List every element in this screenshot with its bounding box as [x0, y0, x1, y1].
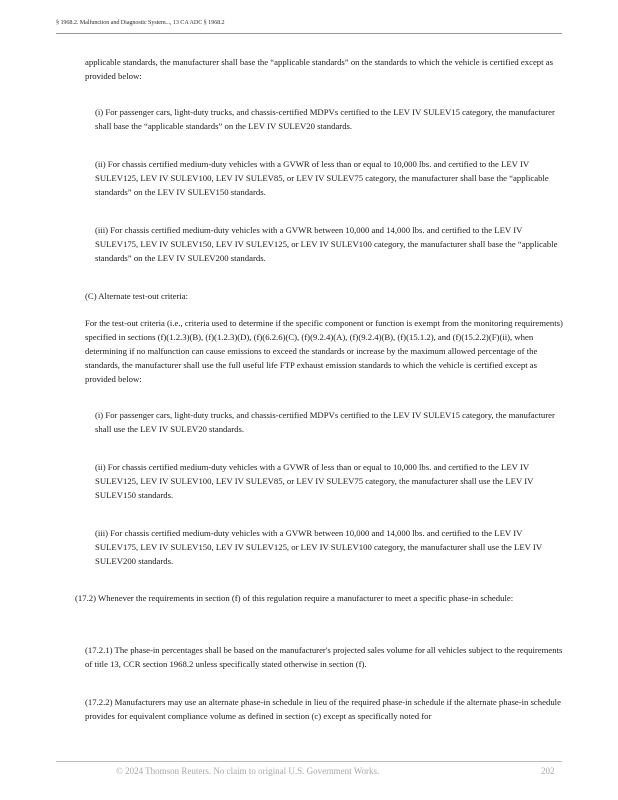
- paragraph-section-17-2-2: (17.2.2) Manufacturers may use an alternate phase-in schedule in lieu of the required phase-in schedule if the alternate phase-in schedule provides for equivalent compliance volume as defined in section (c) except as specifically noted for: [85, 697, 561, 721]
- paragraph-item-ii-medium-duty-test-out: (ii) For chassis certified medium-duty vehicles with a GVWR of less than or equal to 10,000 lbs. and certified to the LEV IV SULEV125, LEV IV SULEV100, LEV IV SULEV85, or LEV IV SULEV75 category, the manufacturer shall use the LEV IV SULEV150 standards.: [95, 462, 534, 500]
- paragraph-section-17-2: (17.2) Whenever the requirements in section (f) of this regulation require a manufacturer to meet a specific phase-in schedule:: [75, 593, 514, 603]
- copyright-notice: © 2024 Thomson Reuters. No claim to original U.S. Government Works.: [116, 766, 380, 776]
- paragraph-applicable-standards: applicable standards, the manufacturer shall base the “applicable standards” on the standards to which the vehicle is certified except as provided below:: [85, 57, 553, 81]
- paragraph-item-ii-medium-duty: (ii) For chassis certified medium-duty vehicles with a GVWR of less than or equal to 10,000 lbs. and certified to the LEV IV SULEV125, LEV IV SULEV100, LEV IV SULEV85, or LEV IV SULEV75 category, the manufacturer shall base the “applicable standards” on the LEV IV SULEV150 standards.: [95, 159, 549, 197]
- paragraph-item-iii-medium-duty-test-out: (iii) For chassis certified medium-duty vehicles with a GVWR between 10,000 and 14,000 lbs. and certified to the LEV IV SULEV175, LEV IV SULEV150, LEV IV SULEV125, or LEV IV SULEV100 category, the manufacturer shall use the LEV IV SULEV200 standards.: [95, 528, 542, 566]
- paragraph-test-out-criteria: For the test-out criteria (i.e., criteria used to determine if the specific component or function is exempt from the monitoring requirements) specified in sections (f)(1.2.3)(B), (f)(1.2.3)(D), (f)(6.2.6)(C), (f)(9.2.4)(A), (f)(9.2.4)(B), (f)(15.1.2), and (f)(15.2.2)(F)(ii), when determining if no malfunction can cause emissions to exceed the standards or increase by the maximum allowed percentage of the standards, the manufacturer shall use the full useful life FTP exhaust emission standards to which the vehicle is certified except as provided below:: [85, 318, 563, 384]
- page-number: 202: [541, 766, 555, 776]
- paragraph-item-i-passenger-cars-test-out: (i) For passenger cars, light-duty trucks, and chassis-certified MDPVs certified to the LEV IV SULEV15 category, the manufacturer shall use the LEV IV SULEV20 standards.: [95, 410, 555, 434]
- header-divider: [56, 33, 562, 34]
- paragraph-item-i-passenger-cars: (i) For passenger cars, light-duty trucks, and chassis-certified MDPVs certified to the LEV IV SULEV15 category, the manufacturer shall base the “applicable standards” on the LEV IV SULEV20 standards.: [95, 107, 555, 131]
- paragraph-section-17-2-1: (17.2.1) The phase-in percentages shall be based on the manufacturer's projected sales volume for all vehicles subject to the requirements of title 13, CCR section 1968.2 unless specifically stated otherwise in section (f).: [85, 645, 563, 669]
- paragraph-alternate-test-out-heading: (C) Alternate test-out criteria:: [85, 291, 189, 301]
- footer-divider: [56, 761, 562, 762]
- paragraph-item-iii-medium-duty: (iii) For chassis certified medium-duty vehicles with a GVWR between 10,000 and 14,000 lbs. and certified to the LEV IV SULEV175, LEV IV SULEV150, LEV IV SULEV125, or LEV IV SULEV100 category, the manufacturer shall base the “applicable standards” on the LEV IV SULEV200 standards.: [95, 225, 558, 263]
- running-header: § 1968.2. Malfunction and Diagnostic System..., 13 CA ADC § 1968.2: [56, 19, 225, 26]
